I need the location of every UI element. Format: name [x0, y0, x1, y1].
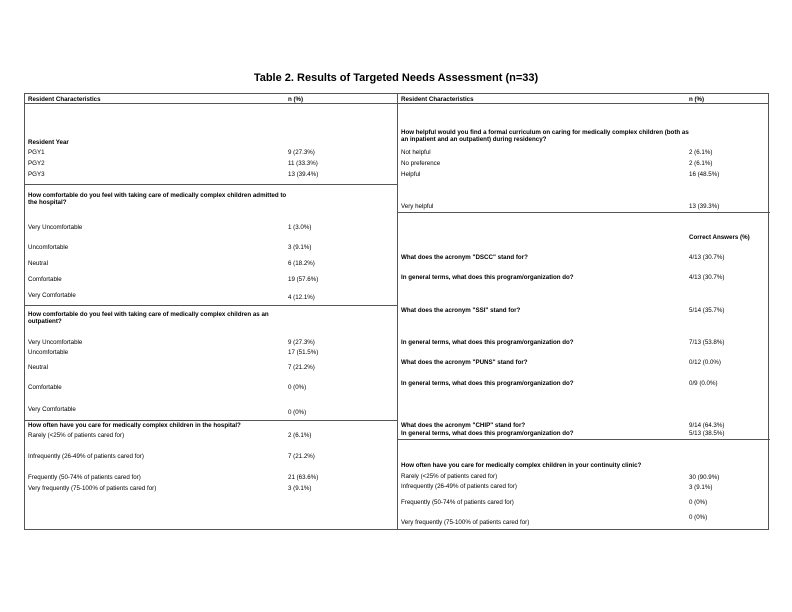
question-value: 0/9 (0.0%) [689, 380, 718, 387]
question-label: What does the acronym "CHIP" stand for? [401, 422, 526, 429]
row-value: 19 (57.6%) [288, 276, 319, 283]
row-value: 7 (21.2%) [288, 453, 315, 460]
row-value: 11 (33.3%) [288, 160, 318, 167]
row-value: 2 (6.1%) [288, 432, 312, 439]
question-value: 9/14 (64.3%) [689, 422, 725, 429]
column-divider [397, 94, 398, 529]
question-label: In general terms, what does this program/organization do? [401, 430, 574, 437]
row-value: 2 (6.1%) [689, 160, 713, 167]
rule-left-2 [25, 305, 397, 306]
row-label: Comfortable [28, 276, 62, 283]
header-n-left: n (%) [288, 96, 304, 103]
row-value: 30 (90.9%) [689, 474, 720, 481]
question-label: In general terms, what does this program/organization do? [401, 339, 574, 346]
header-resident-characteristics-left: Resident Characteristics [28, 96, 101, 103]
row-value: 17 (51.5%) [288, 349, 319, 356]
row-value: 16 (48.5%) [689, 171, 720, 178]
row-label: Very Comfortable [28, 406, 76, 413]
header-n-right: n (%) [689, 96, 705, 103]
section-heading: How often have you care for medically complex children in the hospital? [28, 422, 241, 429]
row-label: Very Comfortable [28, 292, 76, 299]
row-value: 0 (0%) [689, 499, 708, 506]
question-label: In general terms, what does this program/organization do? [401, 380, 574, 387]
row-value: 4 (12.1%) [288, 294, 315, 301]
header-rule [25, 103, 768, 104]
row-label: Frequently (50-74% of patients cared for) [28, 474, 141, 481]
question-value: 5/14 (35.7%) [689, 307, 725, 314]
question-label: In general terms, what does this program/organization do? [401, 274, 574, 281]
row-label: Comfortable [28, 384, 62, 391]
row-value: 1 (3.0%) [288, 224, 312, 231]
section-heading: Resident Year [28, 139, 69, 146]
rule-left-3 [25, 420, 397, 421]
row-label: PGY3 [28, 171, 45, 178]
row-value: 9 (27.3%) [288, 339, 315, 346]
row-label: Uncomfortable [28, 349, 69, 356]
row-label: Very Uncomfortable [28, 224, 83, 231]
row-value: 3 (9.1%) [689, 484, 713, 491]
row-label: Rarely (<25% of patients cared for) [401, 473, 498, 480]
question-value: 0/12 (0.0%) [689, 359, 721, 366]
row-value: 0 (0%) [689, 514, 708, 521]
row-label: Frequently (50-74% of patients cared for) [401, 499, 514, 506]
row-value: 0 (0%) [288, 409, 307, 416]
section-heading: How comfortable do you feel with taking care of medically complex children as an outpatient? [28, 311, 269, 326]
rule-right-1 [397, 212, 770, 213]
row-label: Not helpful [401, 149, 431, 156]
row-value: 13 (39.3%) [689, 203, 720, 210]
row-value: 7 (21.2%) [288, 364, 315, 371]
row-label: PGY1 [28, 149, 45, 156]
row-label: Very frequently (75-100% of patients cared for) [401, 519, 530, 526]
row-value: 2 (6.1%) [689, 149, 713, 156]
row-label: Neutral [28, 364, 48, 371]
row-value: 6 (18.2%) [288, 260, 315, 267]
question-label: What does the acronym "DSCC" stand for? [401, 254, 528, 261]
row-label: Very helpful [401, 203, 434, 210]
row-label: Infrequently (26-49% of patients cared for) [28, 453, 144, 460]
row-value: 3 (9.1%) [288, 485, 312, 492]
table-title: Table 2. Results of Targeted Needs Assessment (n=33) [253, 72, 539, 84]
row-value: 0 (0%) [288, 384, 307, 391]
row-value: 21 (63.6%) [288, 474, 319, 481]
header-resident-characteristics-right: Resident Characteristics [401, 96, 474, 103]
row-label: Neutral [28, 260, 48, 267]
question-label: What does the acronym "SSI" stand for? [401, 307, 521, 314]
row-label: PGY2 [28, 160, 45, 167]
row-value: 9 (27.3%) [288, 149, 315, 156]
question-value: 4/13 (30.7%) [689, 274, 725, 281]
row-label: Very Uncomfortable [28, 339, 83, 346]
row-label: Infrequently (26-49% of patients cared for) [401, 483, 517, 490]
question-label: What does the acronym "PUNS" stand for? [401, 359, 528, 366]
question-value: 5/13 (38.5%) [689, 430, 725, 437]
row-value: 13 (39.4%) [288, 171, 319, 178]
row-label: Very frequently (75-100% of patients cared for) [28, 485, 157, 492]
question-value: 4/13 (30.7%) [689, 254, 725, 261]
row-label: Uncomfortable [28, 244, 69, 251]
row-label: No preference [401, 160, 441, 167]
correct-answers-heading: Correct Answers (%) [689, 234, 750, 241]
section-heading: How comfortable do you feel with taking care of medically complex children admitted to the hospital? [28, 192, 287, 207]
question-value: 7/13 (53.8%) [689, 339, 725, 346]
needs-assessment-table [24, 93, 769, 530]
section-heading: How helpful would you find a formal curriculum on caring for medically complex children (both as an inpatient and an outpatient) during residency? [401, 129, 689, 144]
row-value: 3 (9.1%) [288, 244, 312, 251]
row-label: Helpful [401, 171, 421, 178]
rule-right-2 [397, 439, 770, 440]
section-heading: How often have you care for medically complex children in your continuity clinic? [401, 462, 642, 469]
rule-left-1 [25, 184, 397, 185]
row-label: Rarely (<25% of patients cared for) [28, 432, 125, 439]
